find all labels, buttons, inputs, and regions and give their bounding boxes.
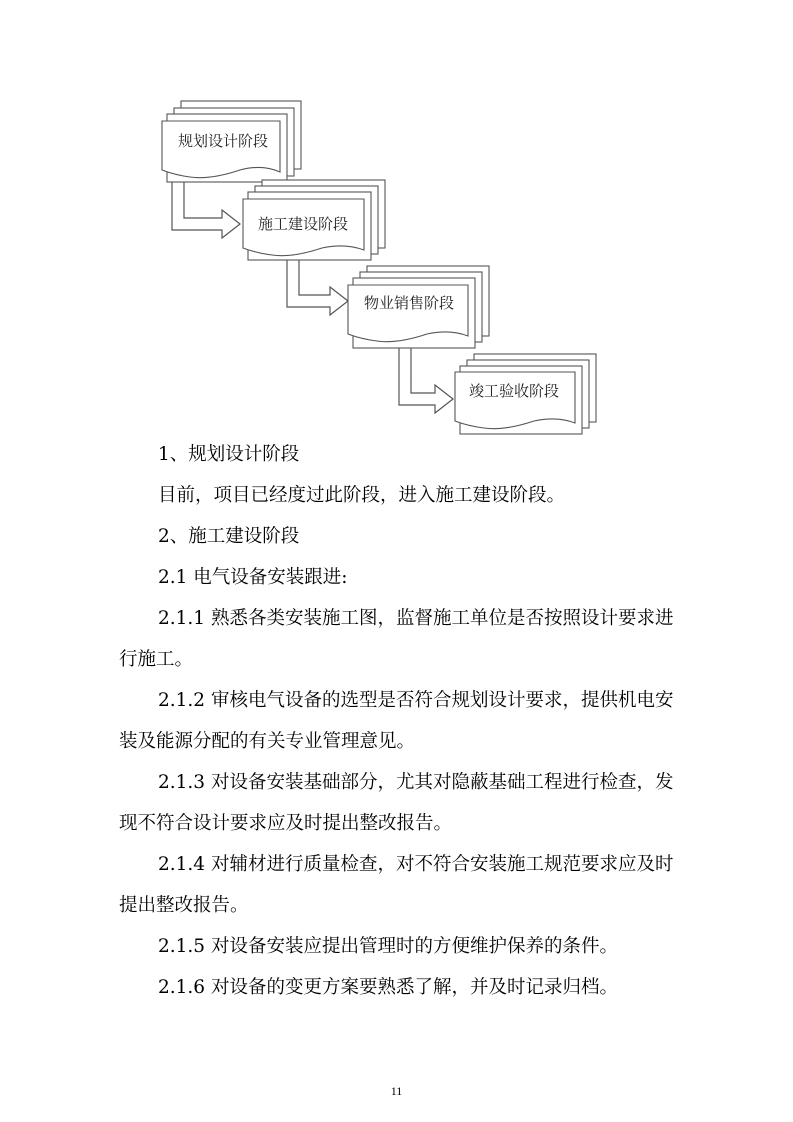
item-2-1-4-line1: 2.1.4 对辅材进行质量检查，对不符合安装施工规范要求应及时	[158, 854, 674, 875]
flow-arrow-1	[172, 176, 240, 238]
item-2-1-5: 2.1.5 对设备安装应提出管理时的方便维护保养的条件。	[158, 936, 618, 957]
heading-construction-stage: 2、施工建设阶段	[158, 526, 300, 547]
heading-electrical-install: 2.1 电气设备安装跟进:	[158, 567, 348, 588]
paragraph-planning-status: 目前，项目已经度过此阶段，进入施工建设阶段。	[158, 485, 566, 506]
stage-flowchart	[0, 0, 793, 440]
item-2-1-4-line2: 提出整改报告。	[119, 895, 249, 916]
item-2-1-3-line1: 2.1.3 对设备安装基础部分，尤其对隐蔽基础工程进行检查，发	[158, 772, 674, 793]
item-2-1-3-line2: 现不符合设计要求应及时提出整改报告。	[119, 813, 453, 834]
stage-label: 施工建设阶段	[258, 215, 349, 233]
flow-arrow-2	[287, 258, 348, 315]
page-number: 11	[390, 1084, 403, 1098]
item-2-1-1-line2: 行施工。	[119, 649, 194, 670]
stage-label: 物业销售阶段	[364, 294, 455, 312]
item-2-1-2-line2: 装及能源分配的有关专业管理意见。	[119, 731, 416, 752]
stage-label: 规划设计阶段	[178, 132, 269, 150]
item-2-1-1-line1: 2.1.1 熟悉各类安装施工图，监督施工单位是否按照设计要求进	[158, 608, 674, 629]
heading-planning-stage: 1、规划设计阶段	[158, 444, 300, 465]
flow-arrow-3	[399, 338, 453, 413]
item-2-1-6: 2.1.6 对设备的变更方案要熟悉了解，并及时记录归档。	[158, 977, 618, 998]
item-2-1-2-line1: 2.1.2 审核电气设备的选型是否符合规划设计要求，提供机电安	[158, 690, 674, 711]
stage-label: 竣工验收阶段	[469, 382, 560, 400]
